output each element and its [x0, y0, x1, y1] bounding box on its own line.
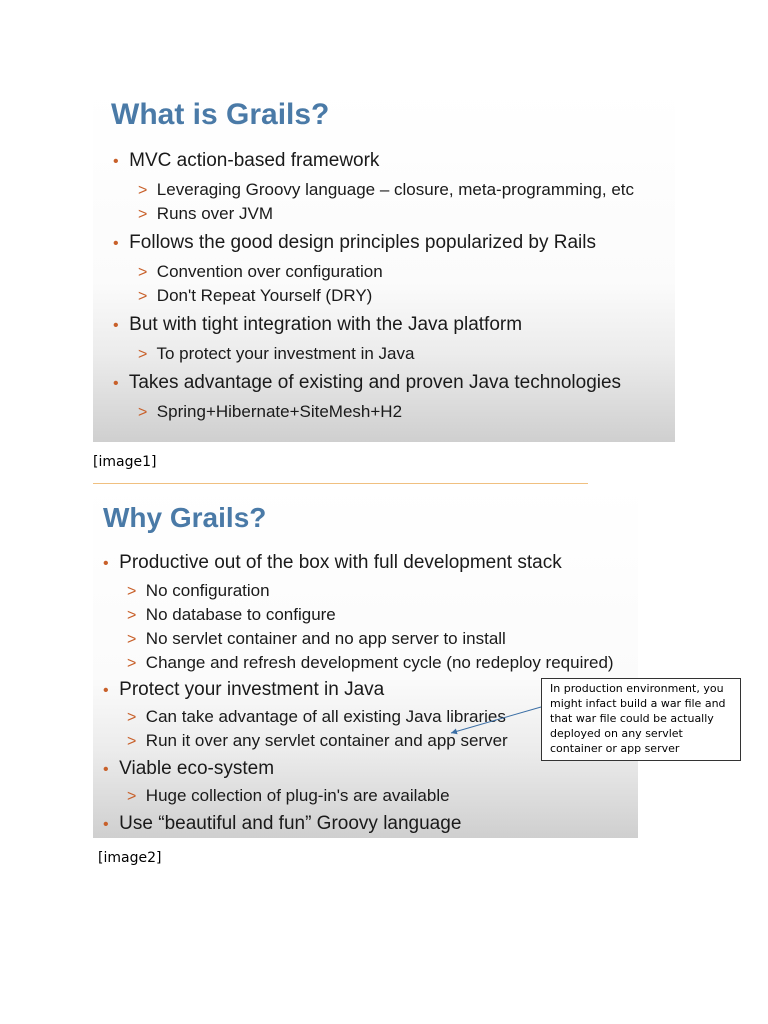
sub-bullet-text: No servlet container and no app server to install: [145, 629, 506, 648]
sub-bullet-text: Huge collection of plug-in's are available: [145, 786, 450, 805]
sub-bullet-text: No database to configure: [145, 605, 336, 624]
bullet-marker: •: [113, 317, 119, 334]
image-caption: [image1]: [93, 454, 157, 470]
sub-bullet-marker: >: [127, 631, 137, 648]
bullet-text: Follows the good design principles popularized by Rails: [129, 232, 596, 253]
sub-bullet-text: No configuration: [145, 581, 270, 600]
sub-bullet-text: Can take advantage of all existing Java libraries: [145, 707, 506, 726]
bullet-marker: •: [103, 816, 109, 833]
slide-title: What is Grails?: [111, 98, 330, 131]
bullet-text: MVC action-based framework: [129, 150, 380, 171]
image-caption: [image2]: [98, 850, 162, 866]
sub-bullet-text: Runs over JVM: [156, 204, 273, 223]
bullet-text: But with tight integration with the Java platform: [129, 314, 523, 335]
bullet-text: Use “beautiful and fun” Groovy language: [119, 813, 462, 834]
sub-bullet-marker: >: [138, 264, 148, 281]
sub-bullet-text: Spring+Hibernate+SiteMesh+H2: [156, 402, 403, 421]
sub-bullet-marker: >: [127, 655, 137, 672]
sub-bullet-marker: >: [138, 206, 148, 223]
bullet-text: Productive out of the box with full development stack: [119, 552, 562, 573]
sub-bullet-text: To protect your investment in Java: [156, 344, 415, 363]
bullet-marker: •: [113, 153, 119, 170]
sub-bullet-text: Convention over configuration: [156, 262, 383, 281]
sub-bullet-marker: >: [127, 733, 137, 750]
sub-bullet-marker: >: [127, 709, 137, 726]
sub-bullet-text: Run it over any servlet container and app server: [145, 731, 508, 750]
connector-arrow: [451, 707, 541, 733]
callout-text: In production environment, you might infact build a war file and that war file could be actually deployed on any servlet container or app server: [550, 682, 726, 755]
sub-bullet-marker: >: [138, 404, 148, 421]
sub-bullet-marker: >: [138, 346, 148, 363]
bullet-text: Protect your investment in Java: [119, 679, 385, 700]
sub-bullet-marker: >: [138, 182, 148, 199]
sub-bullet-text: Don't Repeat Yourself (DRY): [156, 286, 373, 305]
bullet-text: Viable eco-system: [119, 758, 275, 779]
bullet-marker: •: [103, 761, 109, 778]
sub-bullet-marker: >: [127, 583, 137, 600]
slide-title: Why Grails?: [103, 502, 267, 533]
bullet-marker: •: [103, 682, 109, 699]
bullet-marker: •: [113, 235, 119, 252]
bullet-text: Takes advantage of existing and proven Java technologies: [128, 372, 622, 393]
sub-bullet-marker: >: [127, 607, 137, 624]
sub-bullet-text: Leveraging Groovy language – closure, meta-programming, etc: [156, 180, 634, 199]
sub-bullet-marker: >: [138, 288, 148, 305]
sub-bullet-marker: >: [127, 788, 137, 805]
sub-bullet-text: Change and refresh development cycle (no redeploy required): [145, 653, 614, 672]
comment-callout[interactable]: [541, 678, 741, 761]
bullet-marker: •: [103, 555, 109, 572]
bullet-marker: •: [113, 375, 119, 392]
